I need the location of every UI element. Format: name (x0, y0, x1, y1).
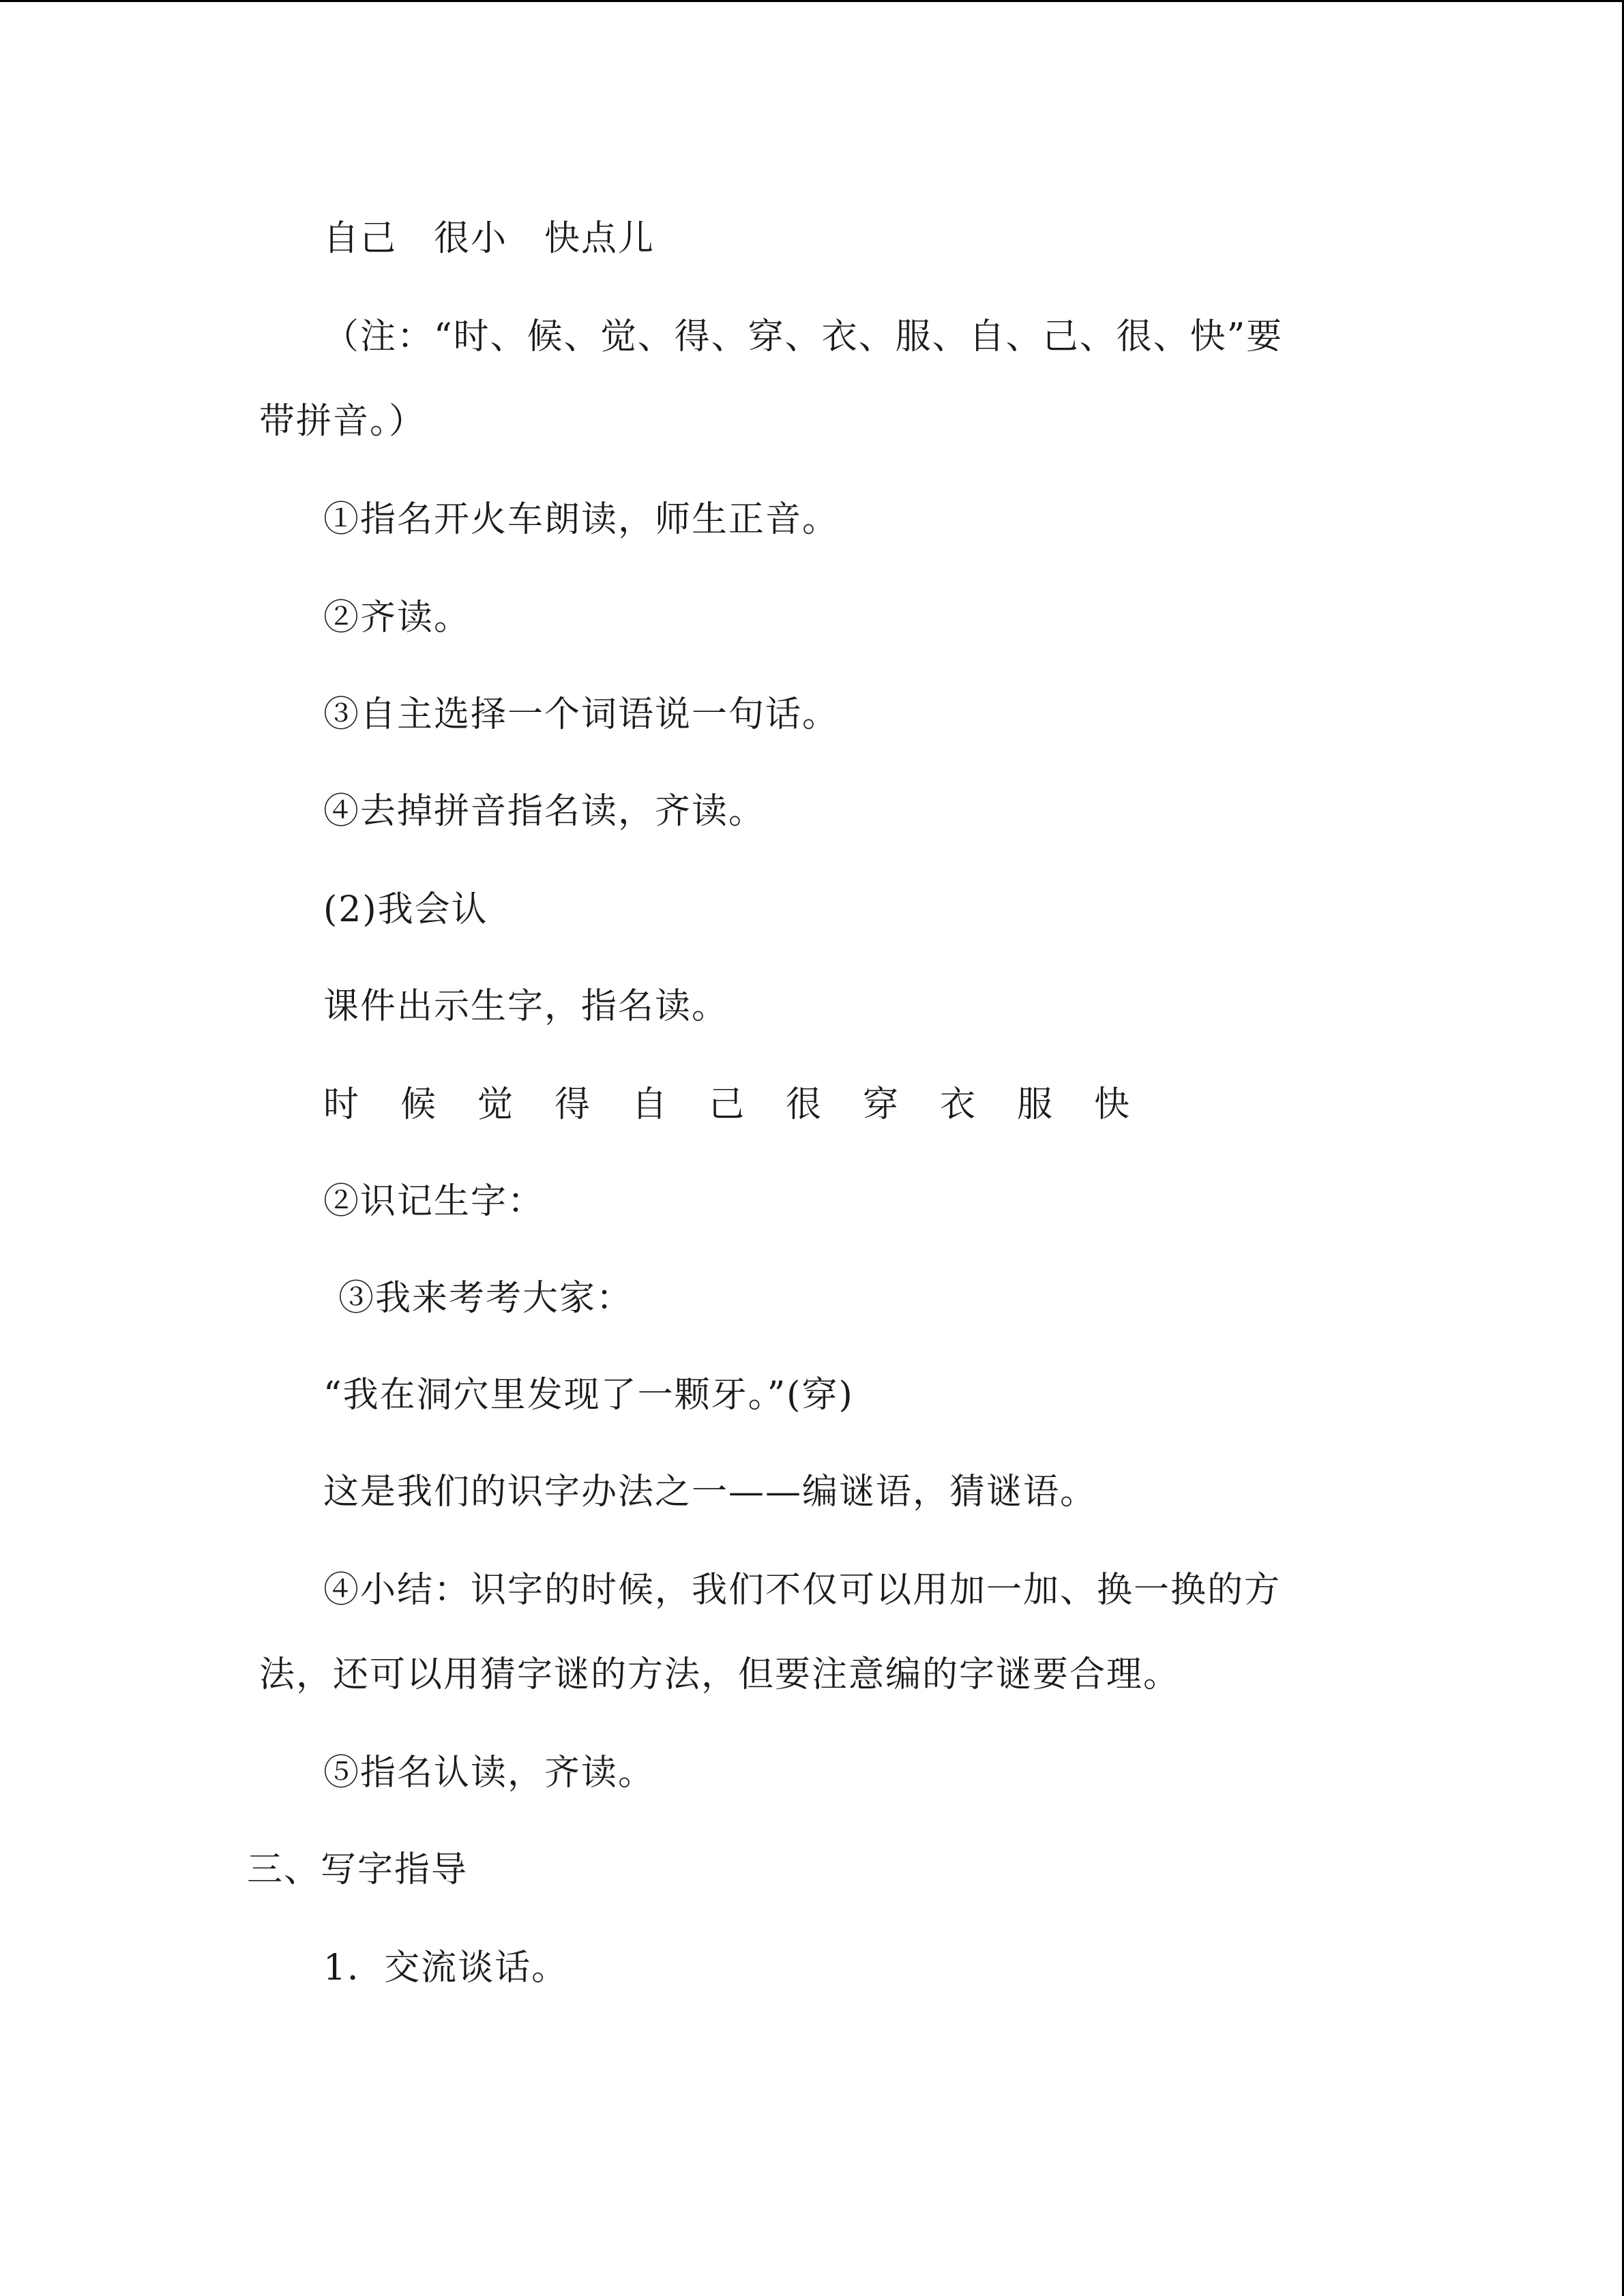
character-item: 候 (400, 1084, 437, 1125)
character-item: 自 (632, 1084, 668, 1125)
character-item: 很 (786, 1084, 822, 1125)
summary-line-1: ④小结：识字的时候，我们不仅可以用加一加、换一换的方 (323, 1570, 1282, 1611)
character-item: 服 (1017, 1084, 1053, 1125)
character-item: 衣 (940, 1084, 976, 1125)
step-memorize: ②识记生字： (323, 1181, 545, 1222)
section-heading-writing: 三、写字指导 (247, 1849, 469, 1890)
note-line-2: 带拼音。） (259, 401, 426, 442)
step-read-train: ①指名开火车朗读，师生正音。 (323, 499, 840, 540)
method-line: 这是我们的识字办法之一——编谜语，猜谜语。 (323, 1472, 1097, 1512)
riddle-line: “我在洞穴里发现了一颗牙。”(穿) (323, 1375, 854, 1416)
section-heading-recognize: (2)我会认 (323, 889, 488, 930)
step-final-read: ⑤指名认读，齐读。 (323, 1753, 655, 1793)
character-item: 觉 (477, 1084, 514, 1125)
character-item: 己 (709, 1084, 745, 1125)
step-read-together: ②齐读。 (323, 597, 471, 638)
step-make-sentence: ③自主选择一个词语说一句话。 (323, 694, 840, 735)
character-item: 得 (555, 1084, 591, 1125)
step-discussion: 1．交流谈话。 (323, 1948, 569, 1988)
summary-line-2: 法，还可以用猜字谜的方法，但要注意编的字谜要合理。 (259, 1654, 1181, 1695)
note-line-1: （注：“时、候、觉、得、穿、衣、服、自、己、很、快”要 (323, 316, 1284, 357)
word-list-line: 自己 很小 快点儿 (323, 218, 655, 259)
character-item: 快 (1094, 1084, 1130, 1125)
step-quiz: ③我来考考大家： (338, 1278, 634, 1319)
step-remove-pinyin: ④去掉拼音指名读，齐读。 (323, 791, 766, 832)
show-characters-line: 课件出示生字，指名读。 (323, 986, 729, 1027)
character-item: 时 (323, 1084, 359, 1125)
character-item: 穿 (863, 1084, 899, 1125)
character-list (323, 1080, 1171, 1129)
